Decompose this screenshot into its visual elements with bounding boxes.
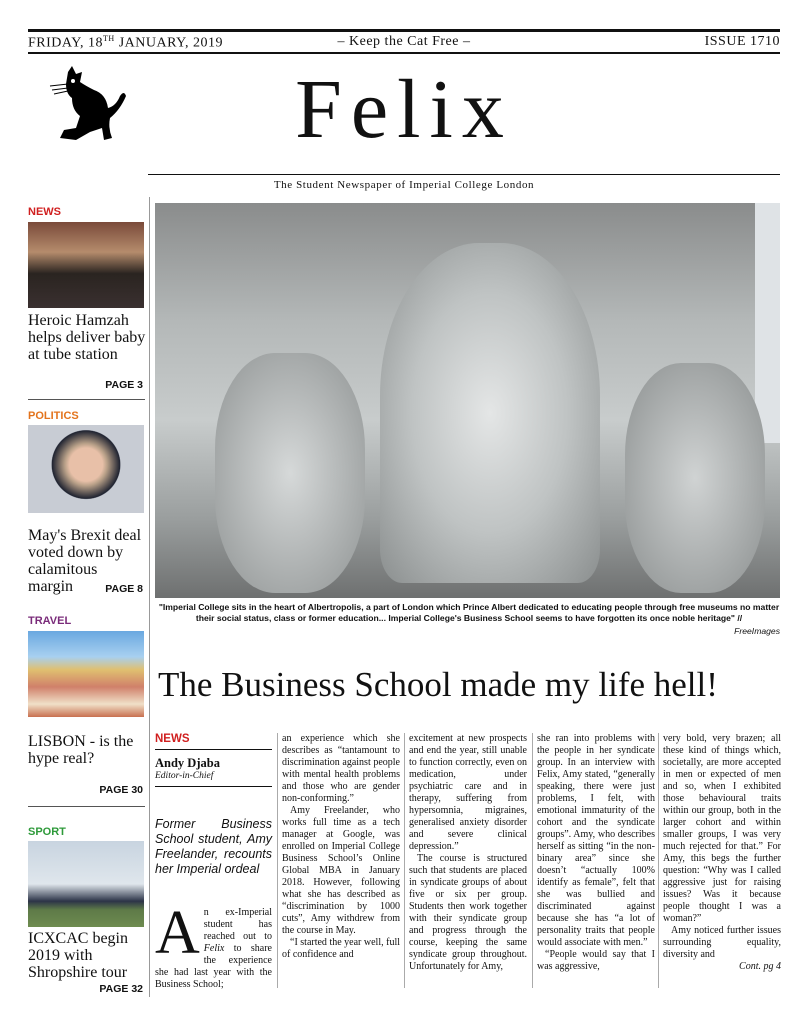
standfirst: Former Business School student, Amy Freelander, recounts her Imperial ordeal [155, 817, 272, 876]
sidebar-story-sport[interactable]: ICXCAC begin 2019 with Shropshire tour [28, 930, 128, 981]
article-column-5: very bold, very brazen; all these kind of things which, societally, are more accepted in men or expected of men and so, when I exhibited those behavioural traits within our group, both in the larger cohort and within smaller groups, I was very much rejected for that.” For Amy, this begs the further question: “Why was I called aggressive just for raising issues? Was it because people thought I was a woman?” Amy noticed further issues surrounding equality, diversity and Cont. pg 4 [663, 733, 781, 972]
article-column-4: she ran into problems with the people in her syndicate group. In an interview with Felix, Amy stated, “generally speaking, there were just problems, I felt, with emotional immaturity of the cohort and the syndicate groups”. Amy, who describes herself as sitting “in the non-binary area” since she doesn’t “actually 100% identify as female”, felt that she was bullied and discriminated against because she has “a lot of personality traits that people would associate with men.” “People would say that I was aggressive, [537, 733, 655, 972]
article-headline: The Business School made my life hell! [158, 665, 718, 704]
author-role: Editor-in-Chief [155, 771, 272, 787]
column-divider [277, 733, 278, 988]
sidebar-story-politics[interactable]: May's Brexit deal voted down by calamitous margin [28, 527, 142, 595]
divider [28, 399, 145, 400]
sidebar-story-news[interactable]: Heroic Hamzah helps deliver baby at tube station [28, 312, 146, 363]
page-ref[interactable]: PAGE 8 [105, 583, 143, 595]
drop-cap: A [155, 899, 200, 967]
column-divider [404, 733, 405, 988]
news-thumbnail[interactable] [28, 222, 144, 308]
article-column-2: an experience which she describes as “tantamount to discrimination against people with mental health problems and those who are gender non-conforming.” Amy Freelander, who works full time as a tech manager at Google, was enrolled on Imperial College Business School’s Online Global MBA in January 2018. However, following what she has described as “discrimination by 1000 cuts”, Amy withdrew from the course in May. “I started the year well, full of confidence and [282, 733, 400, 960]
sidebar-section-sport: SPORT [28, 826, 66, 838]
column-divider [658, 733, 659, 988]
photo-credit: FreeImages [734, 626, 780, 636]
issue-number: ISSUE 1710 [704, 34, 780, 49]
photo-caption: "Imperial College sits in the heart of Albertropolis, a part of London which Prince Albert dedicated to educating people through free museums no matter their social status, class or former education... Imperial College's Business School seems to have forgotten its once noble heritage" // [158, 602, 780, 623]
politics-thumbnail[interactable] [28, 425, 144, 513]
sidebar-section-politics: POLITICS [28, 410, 79, 422]
tagline-rule [148, 174, 780, 175]
header-rule [28, 52, 780, 54]
sidebar-section-news: NEWS [28, 206, 61, 218]
tagline: The Student Newspaper of Imperial College London [273, 179, 535, 191]
slogan: – Keep the Cat Free – [337, 34, 471, 49]
page-ref[interactable]: PAGE 32 [99, 983, 143, 995]
column-divider [532, 733, 533, 988]
article-section: NEWS [155, 733, 272, 750]
sport-thumbnail[interactable] [28, 841, 144, 927]
article-column-3: excitement at new prospects and end the year, still unable to function correctly, even on medication, under psychiatric care and in therapy, suffering from hypersomnia, migraines, generalised anxiety disorder and severe clinical depression.” The course is structured such that students are placed in syndicate groups of about five or six per group. Students then work together with their syndicate group and progress through the course, keeping the same syndicate group throughout. Unfortunately for Amy, [409, 733, 527, 972]
sidebar-divider [149, 197, 150, 997]
issue-date: FRIDAY, 18TH JANUARY, 2019 [28, 34, 223, 51]
sidebar-story-travel[interactable]: LISBON - is the hype real? [28, 733, 134, 767]
sidebar-section-travel: TRAVEL [28, 615, 72, 627]
page-ref[interactable]: PAGE 30 [99, 784, 143, 796]
lead-paragraph: An ex-Imperial student has reached out to Felix to share the experience she had last year with the Business School; [155, 899, 272, 990]
divider [28, 806, 145, 807]
top-rule [28, 29, 780, 32]
travel-thumbnail[interactable] [28, 631, 144, 717]
page-ref[interactable]: PAGE 3 [105, 379, 143, 391]
byline-block [155, 733, 272, 991]
author-name: Andy Djaba [155, 756, 220, 770]
masthead-title: Felix [295, 63, 513, 156]
continued-link[interactable]: Cont. pg 4 [739, 961, 781, 972]
lead-photo [155, 203, 780, 598]
